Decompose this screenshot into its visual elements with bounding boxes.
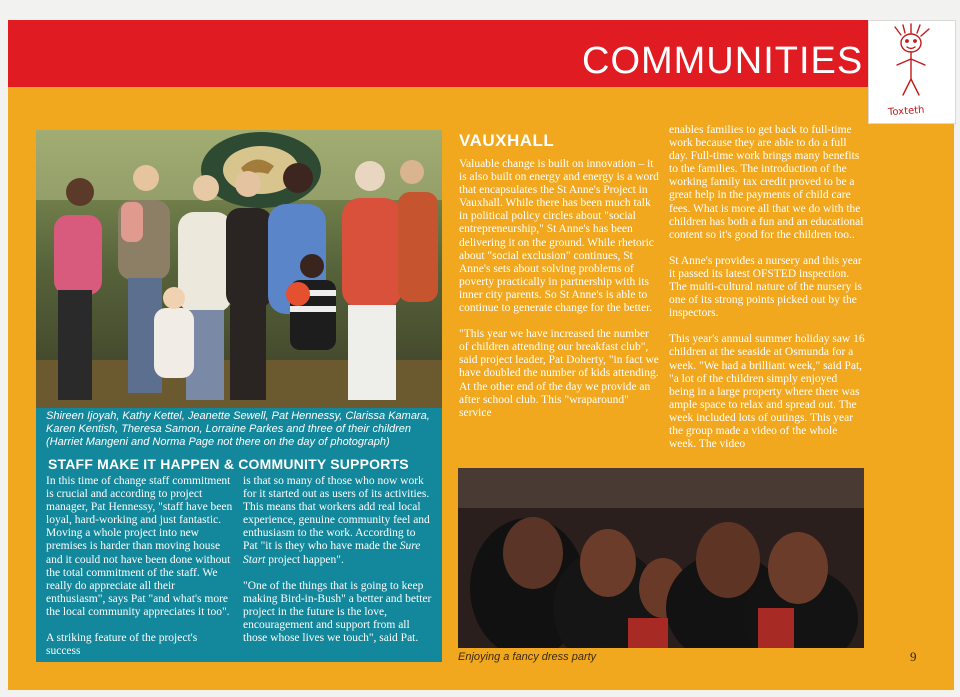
staff-column-1 [46, 475, 234, 658]
vauxhall-paragraph: St Anne's provides a nursery and this year it passed its latest OFSTED inspection. The multi-cultural nature of the nursery is one of its strong points picked out by the inspectors. [669, 254, 862, 320]
vauxhall-column-1 [459, 158, 659, 420]
vauxhall-heading: VAUXHALL [459, 131, 555, 150]
staff-text: project happen". [265, 553, 344, 566]
vauxhall-paragraph: Valuable change is built on innovation – it is also built on energy and energy is a word that encapsulates the St Anne's Project in Vauxhall. While there has been much talk in political policy circles about "social entrepreneurship," St Anne's has been delivering it on the ground. While rhetoric about "social exclusion" continues, St Anne's sets about solving problems of poverty practically in partnership with its inner city parents. So St Anne's is able to continue to generate change for the better. [459, 158, 659, 315]
vauxhall-column-2 [669, 124, 865, 451]
staff-paragraph: In this time of change staff commitment is crucial and according to project manager, Pat Hennessy, "staff have been loyal, hard-working and just fantastic. Moving a whole project into new premises is harder than moving house and it could not have been done without the total commitment of the staff. We really do appreciate all their enthusiasm", says Pat "and what's more the local community appreciates it too". [46, 475, 233, 618]
page-number: 9 [910, 649, 917, 664]
staff-heading: STAFF MAKE IT HAPPEN & COMMUNITY SUPPORTS [48, 456, 409, 472]
party-caption: Enjoying a fancy dress party [458, 651, 597, 663]
vauxhall-paragraph: "This year we have increased the number of children attending our breakfast club", said project leader, Pat Doherty, "in fact we have doubled the number of kids attending. At the other end of the day we provide an after school club. This "wraparound" service [459, 328, 659, 419]
staff-column-2 [243, 475, 433, 645]
photo-caption: Shireen Ijoyah, Kathy Kettel, Jeanette Sewell, Pat Hennessy, Clarissa Kamara, Karen Kentish, Theresa Samon, Lorraine Parkes and three of their children (Harriet Mangeni and Norma Page not there on the day of photograph) [46, 410, 430, 448]
sure-start-text: Sure Start [243, 540, 421, 566]
staff-paragraph: A striking feature of the project's success [46, 632, 198, 658]
party-photo [458, 468, 864, 648]
staff-paragraph: "One of the things that is going to keep making Bird-in-Bush" a better and better project in the future is the love, encouragement and support from all those whose lives we touch", said Pat. [243, 579, 432, 645]
section-title: COMMUNITIES [582, 40, 864, 82]
vauxhall-paragraph: This year's annual summer holiday saw 16 children at the seaside at Osmunda for a week. "We had a brilliant week," said Pat, "a lot of the children simply enjoyed being in a large property where there was ample space to relax and spread out. The week included lots of outings. This year the group made a video of the whole week. The video [669, 333, 865, 451]
logo-caption: Toxteth [887, 104, 925, 119]
staff-group-photo [36, 130, 442, 410]
vauxhall-paragraph: enables families to get back to full-time work because they are able to do a full day. Full-time work brings many benefits to the families. The introduction of the working family tax credit proved to be a great help in the payments of child care fees. What is more all that we do with the children has both a fun and an educational content so it's good for the children too.. [669, 124, 864, 241]
staff-text: is that so many of those who now work for it started out as users of its activities. This means that workers add real local experience, genuine community feel and enthusiasm to the work. According to Pat "it is they who have made the [243, 475, 430, 553]
